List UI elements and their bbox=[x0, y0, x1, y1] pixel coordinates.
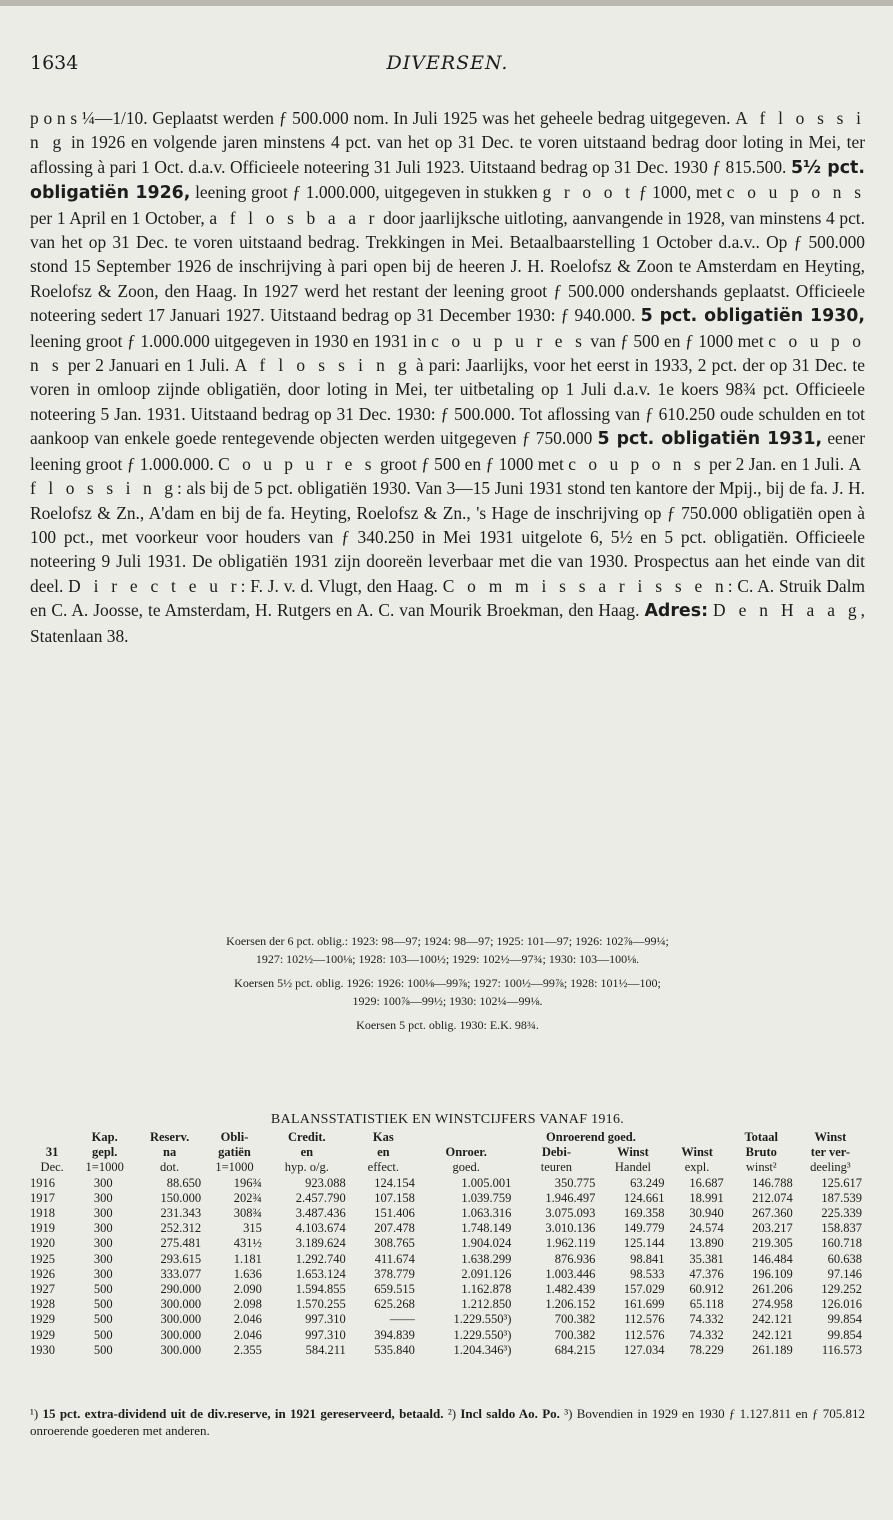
table-cell: 3.189.624 bbox=[295, 1236, 346, 1251]
table-header-cell: Totaal bbox=[744, 1130, 779, 1144]
table-header-cell bbox=[418, 1130, 515, 1145]
table-cell: 124.661 bbox=[623, 1190, 665, 1205]
table-cell: 1.946.497 bbox=[545, 1190, 596, 1205]
koersen-line: Koersen der 6 pct. oblig.: 1923: 98—97; 1924: 98—97; 1925: 101—97; 1926: 102⅞—99¼; bbox=[226, 934, 669, 948]
table-cell: 116.573 bbox=[821, 1342, 862, 1357]
table-cell: 308¾ bbox=[233, 1206, 262, 1221]
text-segment: . Geplaatst werden ƒ 500.000 nom. In Juli 1925 was het geheele bedrag uitgegeven. bbox=[143, 108, 736, 128]
table-cell: 659.515 bbox=[374, 1282, 415, 1297]
running-title: DIVERSEN. bbox=[386, 52, 509, 74]
table-cell: 2.046 bbox=[233, 1312, 262, 1327]
table-cell: 1.204.346³) bbox=[453, 1342, 512, 1357]
text-segment: , Statenlaan 38. bbox=[30, 600, 865, 646]
footnote-1-text: 15 pct. extra-dividend uit de div.reserve, in 1921 gereserveerd, betaald. bbox=[42, 1406, 444, 1421]
table-header-cell: winst² bbox=[745, 1160, 777, 1175]
spaced-term-segment: A f l o s s i n g bbox=[234, 355, 411, 376]
table-cell: 1927 bbox=[30, 1282, 55, 1297]
table-header-cell: deeling³ bbox=[810, 1160, 851, 1175]
footnote-2-mark: ²) bbox=[447, 1406, 457, 1421]
koersen-line: Koersen 5 pct. oblig. 1930: E.K. 98¾. bbox=[356, 1018, 539, 1032]
table-cell: 500 bbox=[93, 1342, 113, 1357]
table-header-cell: Debi- bbox=[541, 1145, 571, 1160]
text-segment: : F. J. v. d. Vlugt, den Haag. bbox=[240, 575, 443, 596]
table-cell: —— bbox=[389, 1312, 415, 1327]
table-cell: 2.457.790 bbox=[295, 1190, 346, 1205]
table-cell: 1930 bbox=[30, 1342, 55, 1357]
table-cell: 923.088 bbox=[305, 1175, 346, 1190]
table-cell: 1.594.855 bbox=[295, 1282, 346, 1297]
table-row bbox=[30, 1267, 865, 1282]
table-cell: 274.958 bbox=[752, 1297, 793, 1312]
table-cell: 290.000 bbox=[160, 1282, 202, 1297]
table-cell: 1.162.878 bbox=[461, 1282, 512, 1297]
table-cell: 700.382 bbox=[554, 1312, 596, 1327]
table-cell: 63.249 bbox=[630, 1175, 665, 1190]
table-cell: 1929 bbox=[30, 1312, 55, 1327]
koersen-line: Koersen 5½ pct. oblig. 1926: 1926: 100⅛—99⅞; 1927: 100½—99⅞; 1928: 101½—100; bbox=[234, 976, 661, 990]
spaced-term-segment: D e n H a a g bbox=[713, 600, 861, 621]
table-header-cell: Credit. bbox=[288, 1130, 326, 1144]
balance-statistics-table bbox=[30, 1130, 865, 1358]
table-cell: 151.406 bbox=[374, 1206, 415, 1221]
text-segment: : C. A. Struik Dalm en C. A. Joosse, te Amsterdam, H. Rutgers en A. C. van Mourik Broekman, den Haag. bbox=[30, 575, 865, 621]
table-cell: 535.840 bbox=[374, 1342, 415, 1357]
table-cell: 98.533 bbox=[630, 1266, 665, 1281]
table-cell: 24.574 bbox=[689, 1221, 724, 1236]
table-header-cell: Winst bbox=[617, 1145, 649, 1160]
spaced-term-segment: c o u p u r e s bbox=[431, 330, 586, 351]
table-cell: 74.332 bbox=[689, 1312, 724, 1327]
bold-heading-segment: Adres: bbox=[644, 601, 709, 622]
table-cell: 1.003.446 bbox=[545, 1266, 596, 1281]
table-cell: 242.121 bbox=[752, 1312, 793, 1327]
table-cell: 684.215 bbox=[554, 1342, 596, 1357]
table-cell: 1918 bbox=[30, 1206, 55, 1221]
text-segment: per 1 April en 1 October, bbox=[30, 207, 210, 228]
table-cell: 1925 bbox=[30, 1251, 55, 1266]
table-header-cell: gatiën bbox=[218, 1145, 251, 1160]
table-cell: 997.310 bbox=[305, 1312, 346, 1327]
table-cell: 60.912 bbox=[689, 1282, 724, 1297]
koersen-entry bbox=[30, 974, 865, 1010]
table-header-cell: Dec. bbox=[40, 1160, 64, 1175]
table-cell: 74.332 bbox=[689, 1327, 724, 1342]
table-cell: 500 bbox=[93, 1312, 113, 1327]
text-segment: à pari: Jaarlijks, voor het eerst in 1933, 2 pct. der op 31 Dec. te voren in omloop zijnde obligatiën, door loting in Mei, ter uitbetaling op 1 Juli d.a.v. 1e koers 98¾ pct. Officieele noteering 5 Jan. 1931. Uitstaand bedrag op 31 Dec. 1930: ƒ 500.000. Tot aflossing van ƒ 610.250 oude schulden en tot aankoop van enkele goede rentegevende objecten werden uitgegeven ƒ 750.000 bbox=[30, 355, 865, 449]
footnote-3-mark: ³) bbox=[564, 1406, 573, 1421]
table-cell: 300.000 bbox=[160, 1327, 202, 1342]
table-cell: 1.005.001 bbox=[461, 1175, 512, 1190]
table-cell: 146.484 bbox=[752, 1251, 793, 1266]
table-cell: 500 bbox=[93, 1297, 113, 1312]
table-cell: 88.650 bbox=[166, 1175, 202, 1190]
table-row bbox=[30, 1297, 865, 1312]
table-cell: 267.360 bbox=[752, 1206, 793, 1221]
table-cell: 47.376 bbox=[689, 1266, 724, 1281]
table-row bbox=[30, 1252, 865, 1267]
spaced-term-segment: A f l o s s i n g bbox=[30, 453, 866, 499]
text-segment: eener leening groot ƒ 1.000.000. bbox=[30, 428, 865, 474]
table-cell: 124.154 bbox=[374, 1175, 415, 1190]
table-header-cell bbox=[30, 1130, 74, 1145]
table-cell: 1916 bbox=[30, 1175, 55, 1190]
table-cell: 225.339 bbox=[821, 1206, 862, 1221]
table-header-cell: hyp. o/g. bbox=[284, 1160, 329, 1175]
table-header-cell: Bruto bbox=[745, 1145, 777, 1160]
table-header-cell: en bbox=[300, 1145, 314, 1160]
table-cell: 2.355 bbox=[233, 1342, 262, 1357]
table-cell: 350.775 bbox=[554, 1175, 596, 1190]
table-cell: 146.788 bbox=[752, 1175, 793, 1190]
table-header-cell: Onroer. bbox=[445, 1145, 487, 1160]
table-cell: 584.211 bbox=[305, 1342, 346, 1357]
table-cell: 2.098 bbox=[233, 1297, 262, 1312]
table-cell: 500 bbox=[93, 1282, 113, 1297]
table-cell: 261.189 bbox=[752, 1342, 793, 1357]
table-cell: 126.016 bbox=[821, 1297, 862, 1312]
table-cell: 157.029 bbox=[623, 1282, 665, 1297]
table-cell: 112.576 bbox=[624, 1312, 665, 1327]
footnote-3-text: Bovendien in 1929 en 1930 ƒ 1.127.811 en ƒ 705.812 onroerende goederen met anderen. bbox=[30, 1406, 866, 1438]
table-header-cell: expl. bbox=[684, 1160, 710, 1175]
table-cell: 196.109 bbox=[752, 1266, 793, 1281]
koersen-block bbox=[30, 932, 865, 1040]
table-cell: 1.063.316 bbox=[461, 1206, 512, 1221]
table-cell: 431½ bbox=[233, 1236, 262, 1251]
table-cell: 112.576 bbox=[624, 1327, 665, 1342]
bold-heading-segment: 5 pct. obligatiën 1930, bbox=[640, 306, 865, 327]
table-cell: 60.638 bbox=[827, 1251, 862, 1266]
spaced-term-segment: c o u p o n s bbox=[30, 330, 865, 376]
table-cell: 125.617 bbox=[821, 1175, 862, 1190]
text-segment: ƒ 1000, met bbox=[634, 182, 727, 203]
table-cell: 65.118 bbox=[689, 1297, 724, 1312]
spaced-term-segment: g r o o t bbox=[542, 182, 635, 203]
table-cell: 1926 bbox=[30, 1266, 55, 1281]
table-header-cell: ter ver- bbox=[810, 1145, 850, 1160]
table-row bbox=[30, 1328, 865, 1343]
table-header-cell: 1=1000 bbox=[85, 1160, 124, 1175]
table-header-cell: Onroerend goed. bbox=[546, 1130, 636, 1144]
text-segment: p o n s ¼— bbox=[30, 108, 113, 128]
table-header-cell: teuren bbox=[540, 1160, 573, 1175]
table-cell: 300.000 bbox=[160, 1342, 202, 1357]
table-cell: 196¾ bbox=[233, 1175, 262, 1190]
table-cell: 1.482.439 bbox=[545, 1282, 596, 1297]
bold-heading-segment: 5 pct. obligatiën 1931, bbox=[597, 429, 823, 450]
koersen-entry bbox=[30, 1016, 865, 1034]
table-header-cell: dot. bbox=[160, 1160, 180, 1175]
table-cell: 18.991 bbox=[689, 1190, 724, 1205]
table-cell: 261.206 bbox=[752, 1282, 793, 1297]
table-cell: 378.779 bbox=[374, 1266, 415, 1281]
table-cell: 1.904.024 bbox=[461, 1236, 512, 1251]
table-cell: 203.217 bbox=[752, 1221, 793, 1236]
table-cell: 187.539 bbox=[821, 1190, 862, 1205]
table-cell: 129.252 bbox=[821, 1282, 862, 1297]
page-number: 1634 bbox=[30, 52, 79, 74]
table-cell: 125.144 bbox=[623, 1236, 665, 1251]
table-header-row bbox=[30, 1160, 865, 1175]
table-header-row bbox=[30, 1130, 865, 1145]
text-segment: : als bij de 5 pct. obligatiën 1930. Van 3—15 Juni 1931 stond ten kantore der Mpij., bij de fa. J. H. Roelofsz & Zn., A'dam en bij de fa. Heyting, Roelofsz & Zn., 's Hage de inschrijving op ƒ 750.000 obligatiën open à 100 pct., met voorkeur voor houders van ƒ 340.250 in Mei 1931 uitgelote 6, 5½ en 5 pct. obligatiën. Officieele noteering 9 Juli 1931. De obligatiën 1931 zijn dooreën leverbaar met die van 1930. Prospectus aan het einde van dit deel. bbox=[30, 478, 865, 596]
table-header-cell: Kas bbox=[372, 1130, 394, 1144]
table-cell: 2.091.126 bbox=[461, 1266, 512, 1281]
table-cell: 35.381 bbox=[689, 1251, 724, 1266]
table-cell: 99.854 bbox=[827, 1312, 862, 1327]
table-cell: 300.000 bbox=[160, 1297, 202, 1312]
table-cell: 202¾ bbox=[233, 1190, 262, 1205]
table-cell: 1928 bbox=[30, 1297, 55, 1312]
table-cell: 300.000 bbox=[160, 1312, 202, 1327]
table-header-cell: Obli- bbox=[220, 1130, 249, 1144]
table-row bbox=[30, 1312, 865, 1327]
table-cell: 207.478 bbox=[374, 1221, 415, 1236]
text-segment: leening groot ƒ 1.000.000, uitgegeven in stukken bbox=[190, 182, 543, 203]
text-segment: in 1926 en volgende jaren minstens 4 pct. van het op 31 Dec. te voren uitstaand bedrag door loting in Mei, ter aflossing à pari 1 Oct. d.a.v. Officieele noteering 31 Juli 1923. Uitstaand bedrag op 31 Dec. 1930 ƒ 815.500. bbox=[30, 132, 865, 177]
table-row bbox=[30, 1221, 865, 1236]
table-header-cell: en bbox=[377, 1145, 390, 1160]
text-segment: van ƒ 500 en ƒ 1000 met bbox=[585, 330, 769, 351]
table-cell: 1.212.850 bbox=[461, 1297, 512, 1312]
table-cell: 2.090 bbox=[233, 1282, 262, 1297]
table-header-cell: Winst bbox=[814, 1130, 847, 1144]
table-cell: 500 bbox=[93, 1327, 113, 1342]
table-cell: 1.748.149 bbox=[461, 1221, 512, 1236]
table-cell: 158.837 bbox=[821, 1221, 862, 1236]
table-cell: 161.699 bbox=[623, 1297, 665, 1312]
table-cell: 169.358 bbox=[623, 1206, 665, 1221]
table-cell: 394.839 bbox=[374, 1327, 415, 1342]
table-cell: 150.000 bbox=[160, 1190, 202, 1205]
text-segment: door jaarlijksche uitloting, aanvangende in 1928, van minstens 4 pct. van het op 31 Dec. te voren uitstaand bedrag. Trekkingen in Mei. Betaalbaarstelling 1 October d.a.v.. Op ƒ 500.000 stond 15 September 1926 de inschrijving à pari open bij de heeren J. H. Roelofsz & Zoon te Amsterdam en Heyting, Roelofsz & Zoon, den Haag. In 1927 werd het restant der leening groot ƒ 500.000 ondershands geplaatst. Officieele noteering sedert 17 Januari 1927. Uitstaand bedrag op 31 December 1930: ƒ 940.000. bbox=[30, 207, 865, 326]
table-header-cell: na bbox=[163, 1145, 177, 1160]
table-cell: 98.841 bbox=[630, 1251, 665, 1266]
table-cell: 300 bbox=[93, 1190, 113, 1205]
table-cell: 2.046 bbox=[233, 1327, 262, 1342]
footnote-2-text: Incl saldo Ao. Po. bbox=[460, 1406, 560, 1421]
table-cell: 97.146 bbox=[827, 1266, 862, 1281]
table-header-cell: goed. bbox=[452, 1160, 480, 1175]
table-row bbox=[30, 1236, 865, 1251]
table-header-row bbox=[30, 1145, 865, 1160]
table-cell: 411.674 bbox=[374, 1251, 415, 1266]
table-cell: 16.687 bbox=[689, 1175, 724, 1190]
table-cell: 160.718 bbox=[821, 1236, 862, 1251]
table-cell: 242.121 bbox=[752, 1327, 793, 1342]
table-cell: 1.962.119 bbox=[545, 1236, 596, 1251]
table-row bbox=[30, 1343, 865, 1358]
footnote-1-mark: ¹) bbox=[30, 1406, 39, 1421]
table-cell: 219.305 bbox=[752, 1236, 793, 1251]
table-cell: 1.638.299 bbox=[461, 1251, 512, 1266]
table-cell: 293.615 bbox=[160, 1251, 202, 1266]
spaced-term-segment: A f l o s s i n g bbox=[30, 108, 866, 153]
table-cell: 231.343 bbox=[160, 1206, 202, 1221]
table-row bbox=[30, 1191, 865, 1206]
table-cell: 3.010.136 bbox=[545, 1221, 596, 1236]
running-head bbox=[30, 52, 865, 82]
spaced-term-segment: C o m m i s s a r i s s e n bbox=[442, 575, 728, 596]
koersen-entry bbox=[30, 932, 865, 968]
table-cell: 78.229 bbox=[689, 1342, 724, 1357]
table-cell: 149.779 bbox=[623, 1221, 665, 1236]
table-cell: 300 bbox=[93, 1251, 113, 1266]
table-row bbox=[30, 1282, 865, 1297]
table-cell: 300 bbox=[93, 1175, 113, 1190]
table-cell: 30.940 bbox=[689, 1206, 724, 1221]
table-header-cell: Winst bbox=[681, 1145, 713, 1160]
table-cell: 300 bbox=[93, 1266, 113, 1281]
table-header-cell: effect. bbox=[367, 1160, 400, 1175]
text-segment: leening groot ƒ 1.000.000 uitgegeven in 1930 en 1931 in bbox=[30, 330, 432, 351]
table-title: BALANSSTATISTIEK EN WINSTCIJFERS VANAF 1916. bbox=[270, 1112, 625, 1127]
table-header-cell: 1=1000 bbox=[215, 1160, 254, 1175]
table-cell: 275.481 bbox=[160, 1236, 202, 1251]
table-header-cell: Kap. bbox=[91, 1130, 118, 1144]
text-segment: 1/10 bbox=[112, 108, 144, 128]
table-cell: 1.653.124 bbox=[295, 1266, 346, 1281]
table-cell: 127.034 bbox=[623, 1342, 665, 1357]
table-cell: 333.077 bbox=[160, 1266, 202, 1281]
table-cell: 3.487.436 bbox=[295, 1206, 346, 1221]
table-cell: 1.039.759 bbox=[461, 1190, 512, 1205]
table-header-cell bbox=[667, 1130, 726, 1145]
koersen-line: 1929: 100⅞—99½; 1930: 102¼—99⅛. bbox=[352, 994, 543, 1008]
text-segment: per 2 Jan. en 1 Juli. bbox=[704, 453, 849, 474]
table-cell: 315 bbox=[243, 1221, 262, 1236]
table-cell: 252.312 bbox=[160, 1221, 202, 1236]
table-header-cell: Handel bbox=[614, 1160, 651, 1175]
table-header-cell: 31 bbox=[45, 1145, 59, 1160]
text-segment: groot ƒ 500 en ƒ 1000 met bbox=[375, 453, 569, 474]
table-cell: 99.854 bbox=[827, 1327, 862, 1342]
table-header-cell: gepl. bbox=[92, 1145, 118, 1160]
table-cell: 13.890 bbox=[689, 1236, 724, 1251]
table-cell: 876.936 bbox=[554, 1251, 596, 1266]
spaced-term-segment: C o u p u r e s bbox=[218, 453, 376, 474]
koersen-line: 1927: 102½—100⅛; 1928: 103—100½; 1929: 102½—97¾; 1930: 103—100⅛. bbox=[255, 952, 640, 966]
spaced-term-segment: c o u p o n s bbox=[726, 182, 865, 203]
table-cell: 1920 bbox=[30, 1236, 55, 1251]
table-cell: 1919 bbox=[30, 1221, 55, 1236]
table-cell: 300 bbox=[93, 1221, 113, 1236]
table-cell: 1.229.550³) bbox=[453, 1327, 512, 1342]
table-cell: 1.181 bbox=[233, 1251, 262, 1266]
table-cell: 308.765 bbox=[374, 1236, 415, 1251]
table-cell: 1.636 bbox=[233, 1266, 262, 1281]
body-paragraph bbox=[30, 106, 865, 648]
table-cell: 1.206.152 bbox=[545, 1297, 596, 1312]
table-cell: 1.229.550³) bbox=[453, 1312, 512, 1327]
table-cell: 1929 bbox=[30, 1327, 55, 1342]
table-cell: 1.570.255 bbox=[295, 1297, 346, 1312]
table-cell: 300 bbox=[93, 1236, 113, 1251]
table-cell: 4.103.674 bbox=[295, 1221, 346, 1236]
table-cell: 107.158 bbox=[374, 1190, 415, 1205]
table-cell: 300 bbox=[93, 1206, 113, 1221]
table-cell: 1917 bbox=[30, 1190, 55, 1205]
table-cell: 1.292.740 bbox=[295, 1251, 346, 1266]
table-row bbox=[30, 1176, 865, 1191]
table-cell: 700.382 bbox=[554, 1327, 596, 1342]
footnotes bbox=[30, 1405, 865, 1439]
table-cell: 3.075.093 bbox=[545, 1206, 596, 1221]
text-segment: per 2 Januari en 1 Juli. bbox=[62, 355, 235, 376]
spaced-term-segment: c o u p o n s bbox=[568, 453, 705, 474]
table-cell: 997.310 bbox=[305, 1327, 346, 1342]
bold-heading-segment: 5½ pct. obligatiën 1926, bbox=[30, 157, 865, 204]
table-cell: 625.268 bbox=[374, 1297, 415, 1312]
table-header-cell: Reserv. bbox=[149, 1130, 190, 1144]
spaced-term-segment: a f l o s b a a r bbox=[209, 207, 379, 228]
table-row bbox=[30, 1206, 865, 1221]
spaced-term-segment: D i r e c t e u r bbox=[68, 575, 241, 596]
table-cell: 212.074 bbox=[752, 1190, 793, 1205]
